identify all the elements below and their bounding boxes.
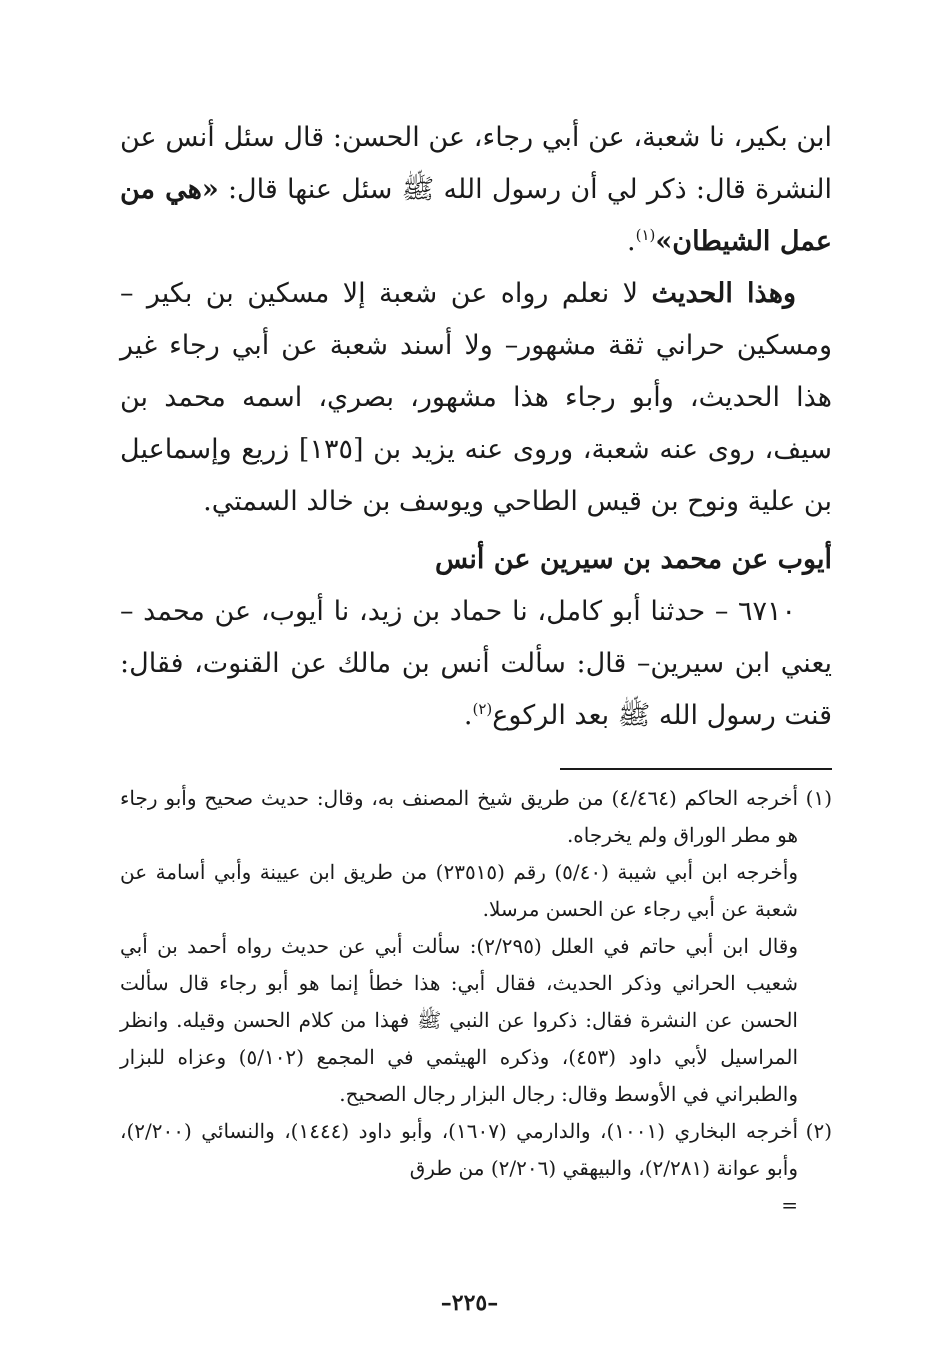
- footnote-body: [120, 1113, 798, 1224]
- main-text: [120, 112, 832, 742]
- footnote-body: [120, 780, 798, 1113]
- footnote-ref-2[interactable]: (٢): [472, 700, 493, 718]
- continuation-mark: =: [781, 1193, 798, 1217]
- footnote-1: [120, 780, 832, 1113]
- document-page: [120, 112, 832, 1224]
- prophet-quote: «هي من عمل الشيطان»: [120, 174, 832, 257]
- footnote-separator: [560, 768, 832, 770]
- sentence-end: .: [463, 700, 473, 731]
- paragraph-hadith-nushra: [120, 112, 832, 268]
- paragraph-text: ٦٧١٠ – حدثنا أبو كامل، نا حماد بن زيد، نا أيوب، عن محمد – يعني ابن سيرين– قال: سألت أنس بن مالك عن القنوت، فقال: قنت رسول الله ﷺ بعد الركوع: [120, 596, 832, 731]
- sentence-end: .: [627, 226, 636, 257]
- page-number: –٢٢٥–: [440, 1290, 499, 1316]
- footnote-ref-1[interactable]: (١): [635, 226, 656, 244]
- paragraph-hadith-6710: [120, 586, 832, 742]
- paragraph-text: ابن بكير، نا شعبة، عن أبي رجاء، عن الحسن: قال سئل أنس عن النشرة قال: ذكر لي أن رسول الله ﷺ سئل عنها قال:: [120, 122, 832, 205]
- footnote-2: [120, 1113, 832, 1224]
- paragraph-text: لا نعلم رواه عن شعبة إلا مسكين بن بكير – ومسكين حراني ثقة مشهور– ولا أسند شعبة عن أبي رجاء غير هذا الحديث، وأبو رجاء هذا مشهور، بصري، اسمه محمد بن سيف، روى عنه شعبة، وروى عنه يزيد بن [١٣٥] زريع وإسماعيل بن علية ونوح بن قيس الطاحي ويوسف بن خالد السمتي.: [120, 278, 832, 517]
- footnotes: [120, 780, 832, 1224]
- footnote-text: وقال ابن أبي حاتم في العلل (٢/٢٩٥): سألت أبي عن حديث رواه أحمد بن أبي شعيب الحراني وذكر الحديث، فقال أبي: هذا خطأ إنما هو أبو رجاء قال سألت الحسن عن النشرة فقال: ذكروا عن النبي ﷺ فهذا من كلام الحسن وقيله. وانظر المراسيل لأبي داود (٤٥٣)، وذكره الهيثمي في المجمع (٥/١٠٢) وعزاه للبزار والطبراني في الأوسط وقال: رجال البزار رجال الصحيح.: [120, 934, 798, 1106]
- footnote-text: أخرجه البخاري (١٠٠١)، والدارمي (١٦٠٧)، وأبو داود (١٤٤٤)، والنسائي (٢/٢٠٠)، وأبو عوانة (٢/٢٨١)، والبيهقي (٢/٢٠٦) من طرق: [120, 1119, 798, 1180]
- commentary-lead: وهذا الحديث: [651, 278, 796, 309]
- footnote-text: أخرجه الحاكم (٤/٤٦٤) من طريق شيخ المصنف به، وقال: حديث صحيح وأبو رجاء هو مطر الوراق ولم يخرجاه.: [120, 786, 799, 847]
- footnote-number: (١): [805, 786, 832, 810]
- section-heading: أيوب عن محمد بن سيرين عن أنس: [434, 544, 832, 575]
- footnote-number: (٢): [805, 1119, 832, 1143]
- footnote-text: وأخرجه ابن أبي شيبة (٥/٤٠) رقم (٢٣٥١٥) من طريق ابن عيينة وأبي أسامة عن شعبة عن أبي رجاء عن الحسن مرسلا.: [120, 860, 798, 921]
- paragraph-commentary: [120, 268, 832, 528]
